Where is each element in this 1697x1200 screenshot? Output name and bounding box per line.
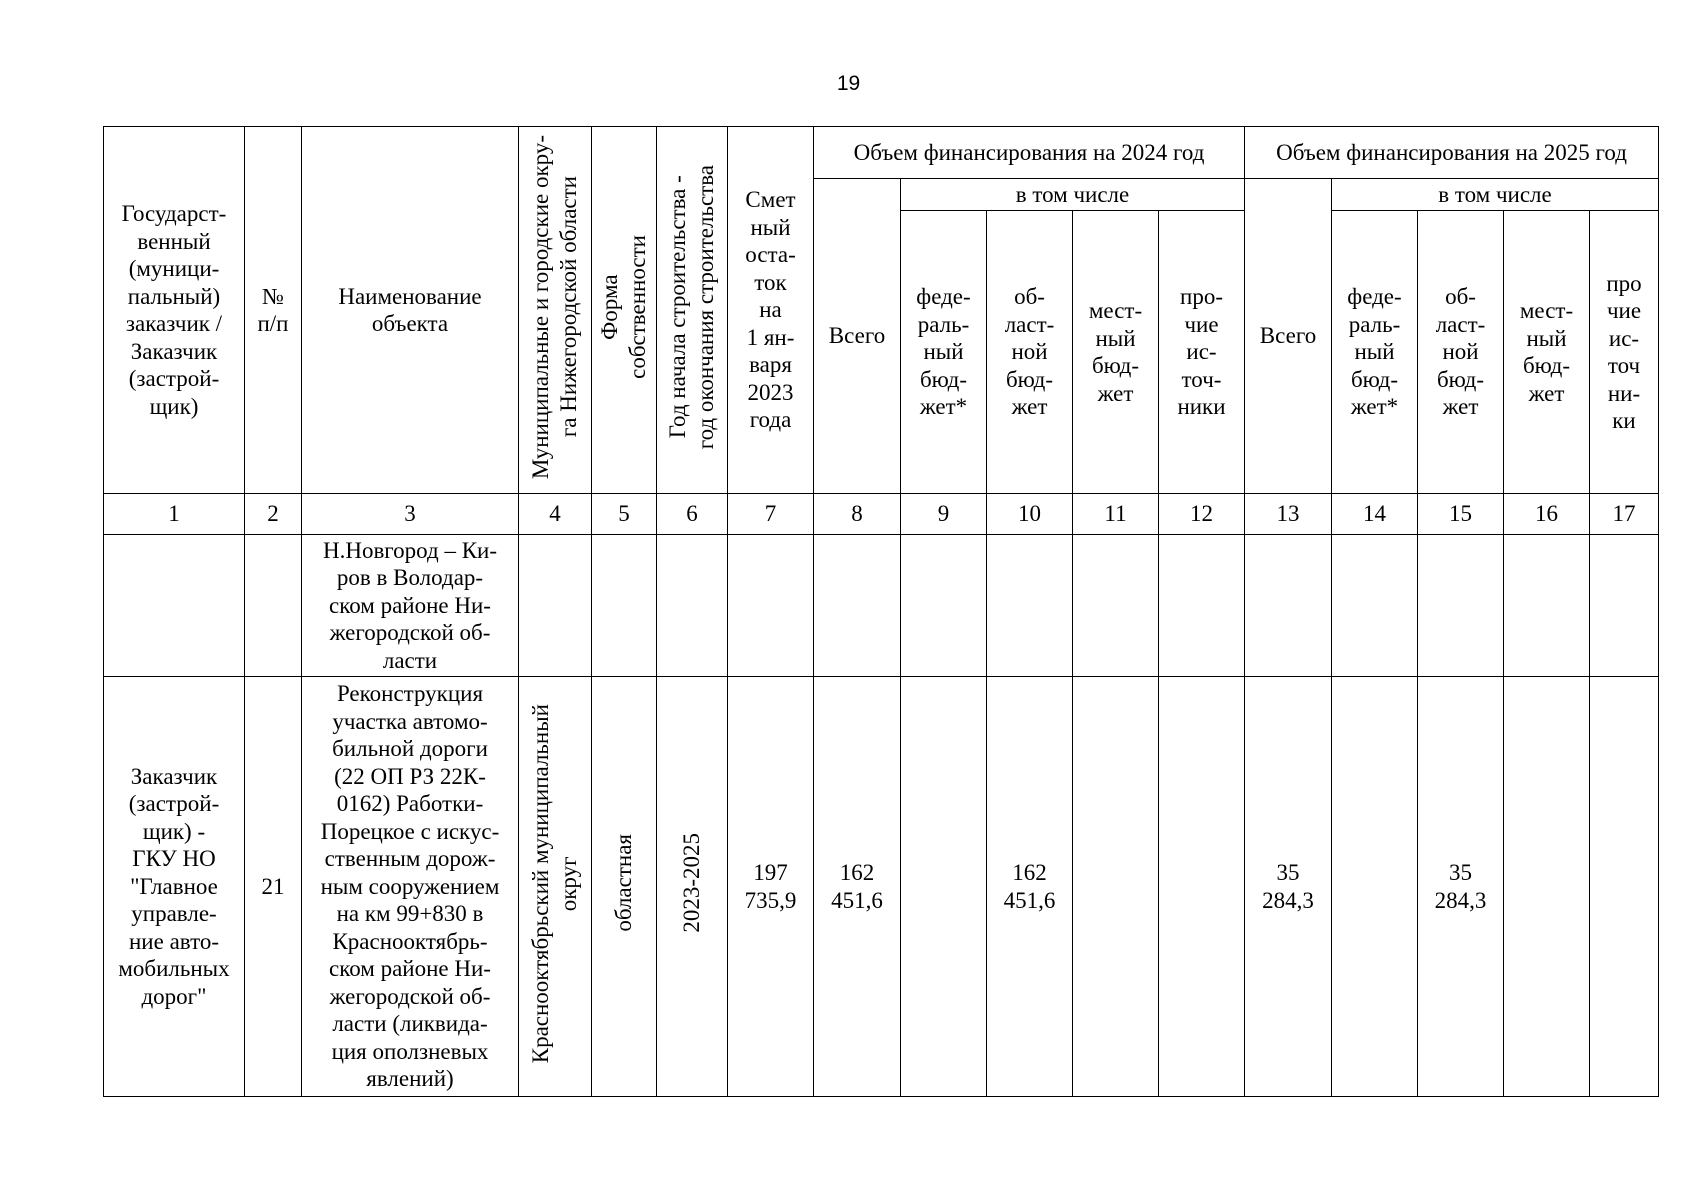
column-number: 17 [1590,494,1659,535]
column-number: 6 [657,494,728,535]
column-number: 14 [1332,494,1418,535]
header-row-1 [104,127,1659,179]
table-row [104,535,1659,677]
cell-estimate [728,535,814,677]
header-federal-2025: феде- раль- ный бюд- жет* [1332,211,1418,494]
cell-local-2024 [1073,535,1159,677]
header-ownership: Форма собственности [592,127,657,494]
header-local-2024: мест- ный бюд- жет [1073,211,1159,494]
header-federal-2024: феде- раль- ный бюд- жет* [901,211,987,494]
cell-local-2025 [1504,677,1590,1097]
column-number: 13 [1245,494,1332,535]
column-number: 10 [987,494,1073,535]
construction-funding-table [103,126,1659,1097]
column-numbers-row [104,494,1659,535]
header-customer: Государст- венный (муници- пальный) заказчик / Заказчик (застрой- щик) [104,127,245,494]
cell-customer: Заказчик (застрой- щик) - ГКУ НО "Главное управле- ние авто- мобильных дорог" [104,677,245,1097]
cell-regional-2025 [1418,535,1504,677]
column-number: 4 [519,494,592,535]
cell-federal-2024 [901,535,987,677]
cell-total-2024: 162 451,6 [814,677,901,1097]
cell-num [245,535,302,677]
column-number: 1 [104,494,245,535]
cell-local-2025 [1504,535,1590,677]
cell-years: 2023-2025 [657,677,728,1097]
header-num: № п/п [245,127,302,494]
column-number: 2 [245,494,302,535]
header-regional-2024: об- ласт- ной бюд- жет [987,211,1073,494]
column-number: 8 [814,494,901,535]
column-number: 5 [592,494,657,535]
cell-regional-2024: 162 451,6 [987,677,1073,1097]
cell-other-2024 [1159,535,1245,677]
cell-federal-2024 [901,677,987,1097]
header-including-2025: в том числе [1332,179,1659,211]
cell-total-2025: 35 284,3 [1245,677,1332,1097]
column-number: 15 [1418,494,1504,535]
column-number: 7 [728,494,814,535]
cell-ownership [592,535,657,677]
header-regional-2025: об- ласт- ной бюд- жет [1418,211,1504,494]
cell-regional-2024 [987,535,1073,677]
column-number: 11 [1073,494,1159,535]
header-other-2025: про чие ис- точ ни- ки [1590,211,1659,494]
cell-object-name: Н.Новгород – Ки- ров в Володар- ском районе Ни- жегородской об- ласти [302,535,519,677]
cell-other-2025 [1590,677,1659,1097]
header-funding-2024: Объем финансирования на 2024 год [814,127,1245,179]
cell-federal-2025 [1332,535,1418,677]
cell-years [657,535,728,677]
column-number: 3 [302,494,519,535]
header-estimate: Смет ный оста- ток на 1 ян- варя 2023 года [728,127,814,494]
cell-object-name: Реконструкция участка автомо- бильной дороги (22 ОП РЗ 22К- 0162) Работки- Порецкое с искус- ственным дорож- ным сооружением на км 99+830 в Краснооктябрь- ском районе Ни- жегородской об- ласти (ликвида- ция оползневых явлений) [302,677,519,1097]
cell-num: 21 [245,677,302,1097]
header-district: Муниципальные и городские окру- га Нижегородской области [519,127,592,494]
cell-district [519,535,592,677]
cell-regional-2025: 35 284,3 [1418,677,1504,1097]
table-row [104,677,1659,1097]
column-number: 9 [901,494,987,535]
column-number: 16 [1504,494,1590,535]
header-total-2025: Всего [1245,179,1332,494]
cell-other-2025 [1590,535,1659,677]
header-years: Год начала строительства - год окончания строительства [657,127,728,494]
header-object-name: Наименование объекта [302,127,519,494]
cell-total-2024 [814,535,901,677]
column-number: 12 [1159,494,1245,535]
cell-federal-2025 [1332,677,1418,1097]
header-local-2025: мест- ный бюд- жет [1504,211,1590,494]
header-including-2024: в том числе [901,179,1245,211]
cell-other-2024 [1159,677,1245,1097]
header-total-2024: Всего [814,179,901,494]
cell-total-2025 [1245,535,1332,677]
header-other-2024: про- чие ис- точ- ники [1159,211,1245,494]
page-number: 19 [836,72,861,95]
cell-ownership: областная [592,677,657,1097]
cell-district: Краснооктябрьский муниципальный округ [519,677,592,1097]
header-funding-2025: Объем финансирования на 2025 год [1245,127,1659,179]
cell-customer [104,535,245,677]
cell-estimate: 197 735,9 [728,677,814,1097]
cell-local-2024 [1073,677,1159,1097]
